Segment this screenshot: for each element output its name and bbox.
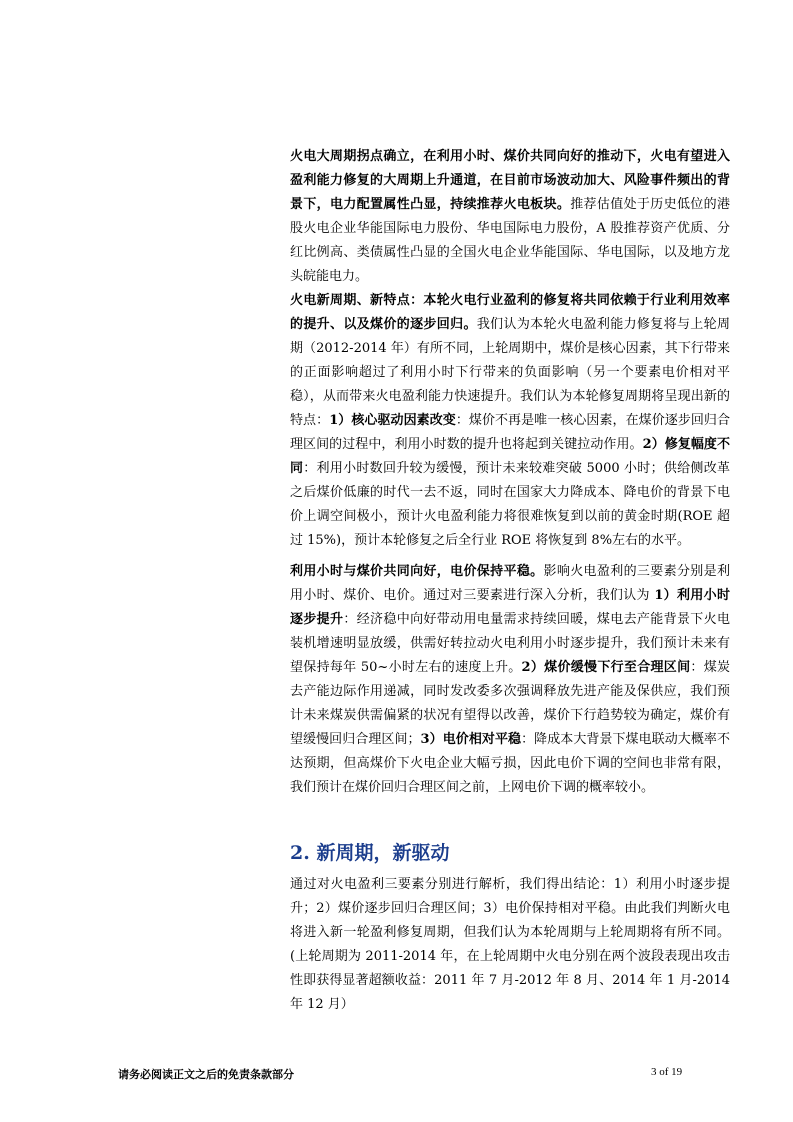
paragraph-text: 推荐估值处于历史低位的港股火电企业华能国际电力股份、华电国际电力股份，A 股推荐资产优质、分红比例高、类债属性凸显的全国火电企业华能国际、华电国际，以及地方龙头皖能电力。: [290, 197, 730, 284]
paragraph-text: ：经济稳中向好带动用电量需求持续回暖，煤电去产能背景下火电装机增速明显放缓，供需好转拉动火电利用小时逐步提升，我们预计未来有望保持每年 50~小时左右的速度上升。: [290, 612, 730, 675]
paragraph-section-intro: [290, 873, 730, 1017]
paragraph-text: 我们认为本轮火电盈利能力修复将与上轮周期（2012-2014 年）有所不同，上轮周期中，煤价是核心因素，其下行带来的正面影响超过了利用小时下行带来的负面影响（另一个要素电价相对平稳），从而带来火电盈利能力快速提升。我们认为本轮修复周期将呈现出新的特点：: [290, 317, 730, 428]
paragraph-bold-point: 2）煤价缓慢下行至合理区间: [521, 660, 691, 675]
paragraph-text: 影响火电盈利的三要素分别是利用小时、煤价、电价。通过对三要素进行深入分析，我们认为: [290, 564, 730, 603]
paragraph-bold-lead: 火电大周期拐点确立，在利用小时、煤价共同向好的推动下，火电有望进入盈利能力修复的大周期上升通道，在目前市场波动加大、风险事件频出的背景下，电力配置属性凸显，持续推荐火电板块。: [290, 149, 730, 212]
paragraph-bold-point: 1）核心驱动因素改变: [329, 413, 456, 428]
paragraph-text: ：降成本大背景下煤电联动大概率不达预期，但高煤价下火电企业大幅亏损，因此电价下调的空间也非常有限，我们预计在煤价回归合理区间之前，上网电价下调的概率较小。: [290, 732, 730, 795]
paragraph-bold-lead: 利用小时与煤价共同向好，电价保持平稳。: [290, 564, 544, 579]
paragraph-fire-power-cycle: [290, 145, 730, 289]
footer-disclaimer: 请务必阅读正文之后的免责条款部分: [118, 1068, 294, 1081]
paragraph-text: ：煤炭去产能边际作用递减，同时发改委多次强调释放先进产能及保供应，我们预计未来煤炭供需偏紧的状况有望得以改善，煤价下行趋势较为确定，煤价有望缓慢回归合理区间；: [290, 660, 730, 747]
paragraph-three-factors: [290, 560, 730, 800]
paragraph-text: ：利用小时数回升较为缓慢，预计未来较难突破 5000 小时；供给侧改革之后煤价低廉的时代一去不返，同时在国家大力降成本、降电价的背景下电价上调空间极小，预计火电盈利能力将很难恢复到以前的黄金时期(ROE 超过 15%)，预计本轮修复之后全行业 ROE 将恢复到 8%左右的水平。: [290, 461, 730, 548]
paragraph-bold-point: 3）电价相对平稳: [420, 732, 522, 747]
paragraph-bold-lead: 火电新周期、新特点：本轮火电行业盈利的修复将共同依赖于行业利用效率的提升、以及煤价的逐步回归。: [290, 293, 730, 332]
paragraph-new-cycle-features: [290, 289, 730, 553]
paragraph-text: 通过对火电盈利三要素分别进行解析，我们得出结论：1）利用小时逐步提升；2）煤价逐步回归合理区间；3）电价保持相对平稳。由此我们判断火电将进入新一轮盈利修复周期，但我们认为本轮周期与上轮周期将有所不同。(上轮周期为 2011-2014 年，在上轮周期中火电分别在两个波段表现出攻击性即获得显著超额收益：2011 年 7 月-2012 年 8 月、2014 年 1 月-2014 年 12 月）: [290, 877, 730, 1012]
page-number: 3 of 19: [651, 1066, 683, 1078]
paragraph-text: ：煤价不再是唯一核心因素，在煤价逐步回归合理区间的过程中，利用小时数的提升也将起到关键拉动作用。: [290, 413, 730, 452]
section-heading: 2. 新周期，新驱动: [290, 842, 450, 864]
paragraph-bold-point: 2）修复幅度不同: [290, 437, 730, 476]
paragraph-bold-point: 1）利用小时逐步提升: [290, 588, 730, 627]
